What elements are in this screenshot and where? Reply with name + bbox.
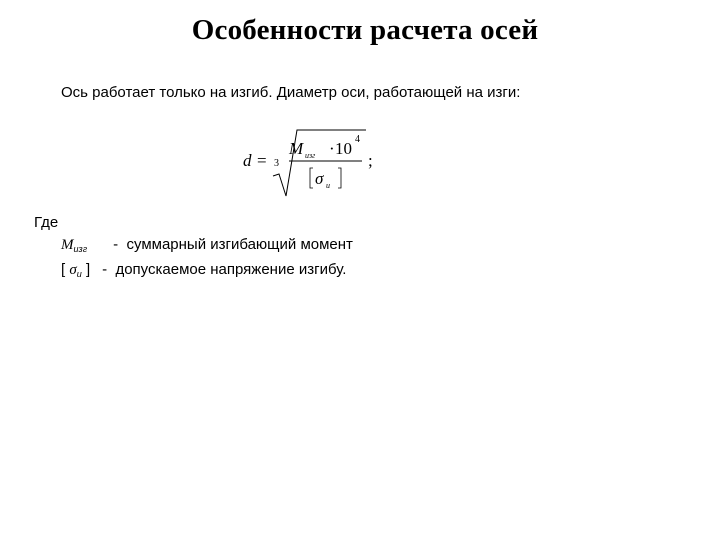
intro-text: Ось работает только на изгиб. Диаметр оси, работающей на изги: xyxy=(61,84,521,101)
formula-lhs: d xyxy=(243,151,252,170)
stress-bracket-close: ] xyxy=(85,261,91,278)
definition-stress xyxy=(61,261,346,279)
multiply-dot: · xyxy=(329,139,335,158)
moment-description: суммарный изгибающий момент xyxy=(126,236,353,253)
denominator-symbol: σ xyxy=(315,169,324,188)
power-base: 10 xyxy=(335,139,352,158)
formula-equals: = xyxy=(257,151,267,170)
stress-symbol: σ xyxy=(69,262,77,278)
slide-title: Особенности расчета осей xyxy=(191,14,539,46)
denominator-bracket-left xyxy=(310,168,313,188)
moment-subscript: изг xyxy=(73,244,88,254)
denominator-subscript: и xyxy=(326,181,330,190)
formula-terminator: ; xyxy=(368,151,373,170)
numerator-subscript: изг xyxy=(305,151,316,160)
definition-moment xyxy=(61,236,353,254)
stress-dash: - xyxy=(102,261,108,278)
numerator-symbol: M xyxy=(289,139,304,158)
stress-description: допускаемое напряжение изгибу. xyxy=(115,261,347,278)
where-label: Где xyxy=(34,214,59,231)
stress-subscript: и xyxy=(76,269,82,279)
stress-bracket-open: [ xyxy=(61,261,66,278)
moment-dash: - xyxy=(113,236,119,253)
radical-sign xyxy=(273,130,366,196)
denominator-bracket-right xyxy=(338,168,341,188)
power-exponent: 4 xyxy=(355,134,360,145)
moment-symbol: M xyxy=(61,237,74,253)
formula-root-index: 3 xyxy=(274,158,279,169)
